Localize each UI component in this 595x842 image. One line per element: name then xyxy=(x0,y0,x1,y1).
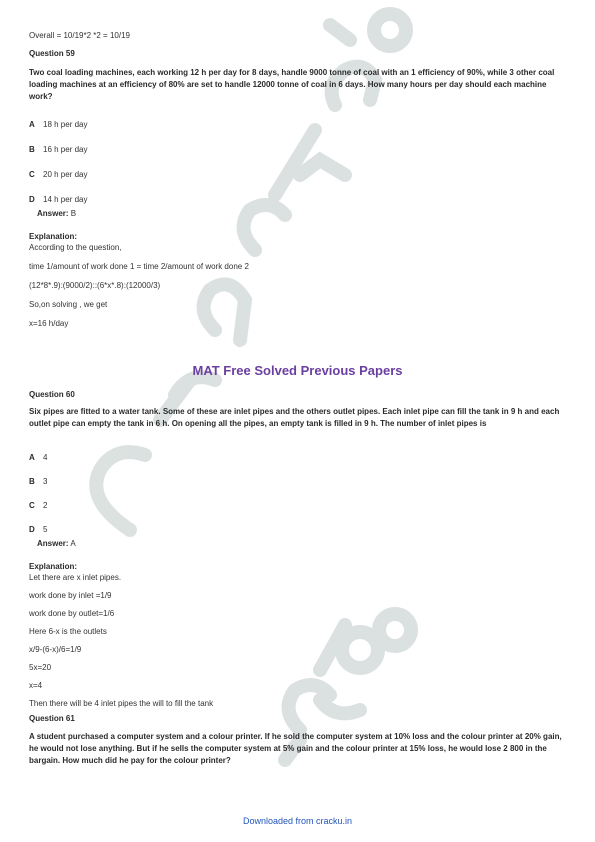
question-61-title: Question 61 xyxy=(29,714,75,723)
explanation-line: 5x=20 xyxy=(29,663,52,672)
promo-banner-link[interactable]: MAT Free Solved Previous Papers xyxy=(192,363,403,378)
option-letter: D xyxy=(29,195,35,204)
option-c[interactable] xyxy=(29,500,569,511)
explanation-line: x/9-(6-x)/6=1/9 xyxy=(29,645,82,654)
explanation-title: Explanation: xyxy=(29,562,78,571)
option-text: 14 h per day xyxy=(43,195,88,204)
answer-label: Answer: xyxy=(37,539,69,548)
question-59 xyxy=(29,48,569,329)
option-letter: B xyxy=(29,145,35,154)
footer-download-link[interactable]: Downloaded from cracku.in xyxy=(242,816,353,826)
option-letter: A xyxy=(29,120,35,129)
question-60-answer xyxy=(29,538,569,549)
option-b[interactable] xyxy=(29,144,569,155)
main-content xyxy=(29,30,569,329)
explanation-line: work done by outlet=1/6 xyxy=(29,609,115,618)
question-61 xyxy=(29,713,569,767)
option-text: 16 h per day xyxy=(43,145,88,154)
main-content-lower xyxy=(29,389,569,767)
option-d[interactable] xyxy=(29,524,569,535)
explanation-line: Here 6-x is the outlets xyxy=(29,627,107,636)
option-letter: C xyxy=(29,501,35,510)
overall-result-line: Overall = 10/19*2 *2 = 10/19 xyxy=(29,31,130,40)
option-a[interactable] xyxy=(29,452,569,463)
question-60-title: Question 60 xyxy=(29,390,75,399)
explanation-line: work done by inlet =1/9 xyxy=(29,591,112,600)
option-d[interactable] xyxy=(29,194,569,205)
option-text: 2 xyxy=(43,501,48,510)
option-letter: B xyxy=(29,477,35,486)
question-59-text: Two coal loading machines, each working 12 h per day for 8 days, handle 9000 tonne of coal with an 1 efficiency of 90%, while 3 other coal loading machines at an efficiency of 80% are set to handle 12000 tonne of coal in 6 days. How many hours per day should each machine work? xyxy=(29,68,555,101)
question-60 xyxy=(29,389,569,709)
option-letter: A xyxy=(29,453,35,462)
option-letter: C xyxy=(29,170,35,179)
explanation-line: x=16 h/day xyxy=(29,319,69,328)
option-c[interactable] xyxy=(29,169,569,180)
option-text: 4 xyxy=(43,453,48,462)
explanation-line: According to the question, xyxy=(29,243,122,252)
explanation-line: time 1/amount of work done 1 = time 2/amount of work done 2 xyxy=(29,262,249,271)
explanation-title: Explanation: xyxy=(29,232,78,241)
answer-value: A xyxy=(70,539,76,548)
question-61-text: A student purchased a computer system and a colour printer. If he sold the computer system at 10% loss and the colour printer at 20% gain, he would not lose anything. But if he sells the computer system at 5% gain and the colour printer at 15% loss, he would lose 2 800 in the bargain. How much did he pay for the colour printer? xyxy=(29,732,562,765)
question-59-answer xyxy=(29,208,569,219)
question-59-title: Question 59 xyxy=(29,49,75,58)
explanation-line: (12*8*.9):(9000/2)::(6*x*.8):(12000/3) xyxy=(29,281,161,290)
question-59-options xyxy=(29,119,569,205)
option-b[interactable] xyxy=(29,476,569,487)
question-60-text: Six pipes are fitted to a water tank. Some of these are inlet pipes and the others outlet pipes. Each inlet pipe can fill the tank in 9 h and each outlet pipe can empty the tank in 6 h. On opening all the pipes, an empty tank is filled in 9 h. The number of inlet pipes is xyxy=(29,407,560,428)
option-text: 20 h per day xyxy=(43,170,88,179)
option-text: 18 h per day xyxy=(43,120,88,129)
explanation-line: Then there will be 4 inlet pipes the will to fill the tank xyxy=(29,699,214,708)
answer-label: Answer: xyxy=(37,209,69,218)
option-letter: D xyxy=(29,525,35,534)
explanation-line: Let there are x inlet pipes. xyxy=(29,573,122,582)
option-a[interactable] xyxy=(29,119,569,130)
explanation-line: So,on solving , we get xyxy=(29,300,108,309)
answer-value: B xyxy=(70,209,77,218)
option-text: 5 xyxy=(43,525,48,534)
explanation-line: x=4 xyxy=(29,681,43,690)
question-60-options xyxy=(29,452,569,535)
option-text: 3 xyxy=(43,477,48,486)
